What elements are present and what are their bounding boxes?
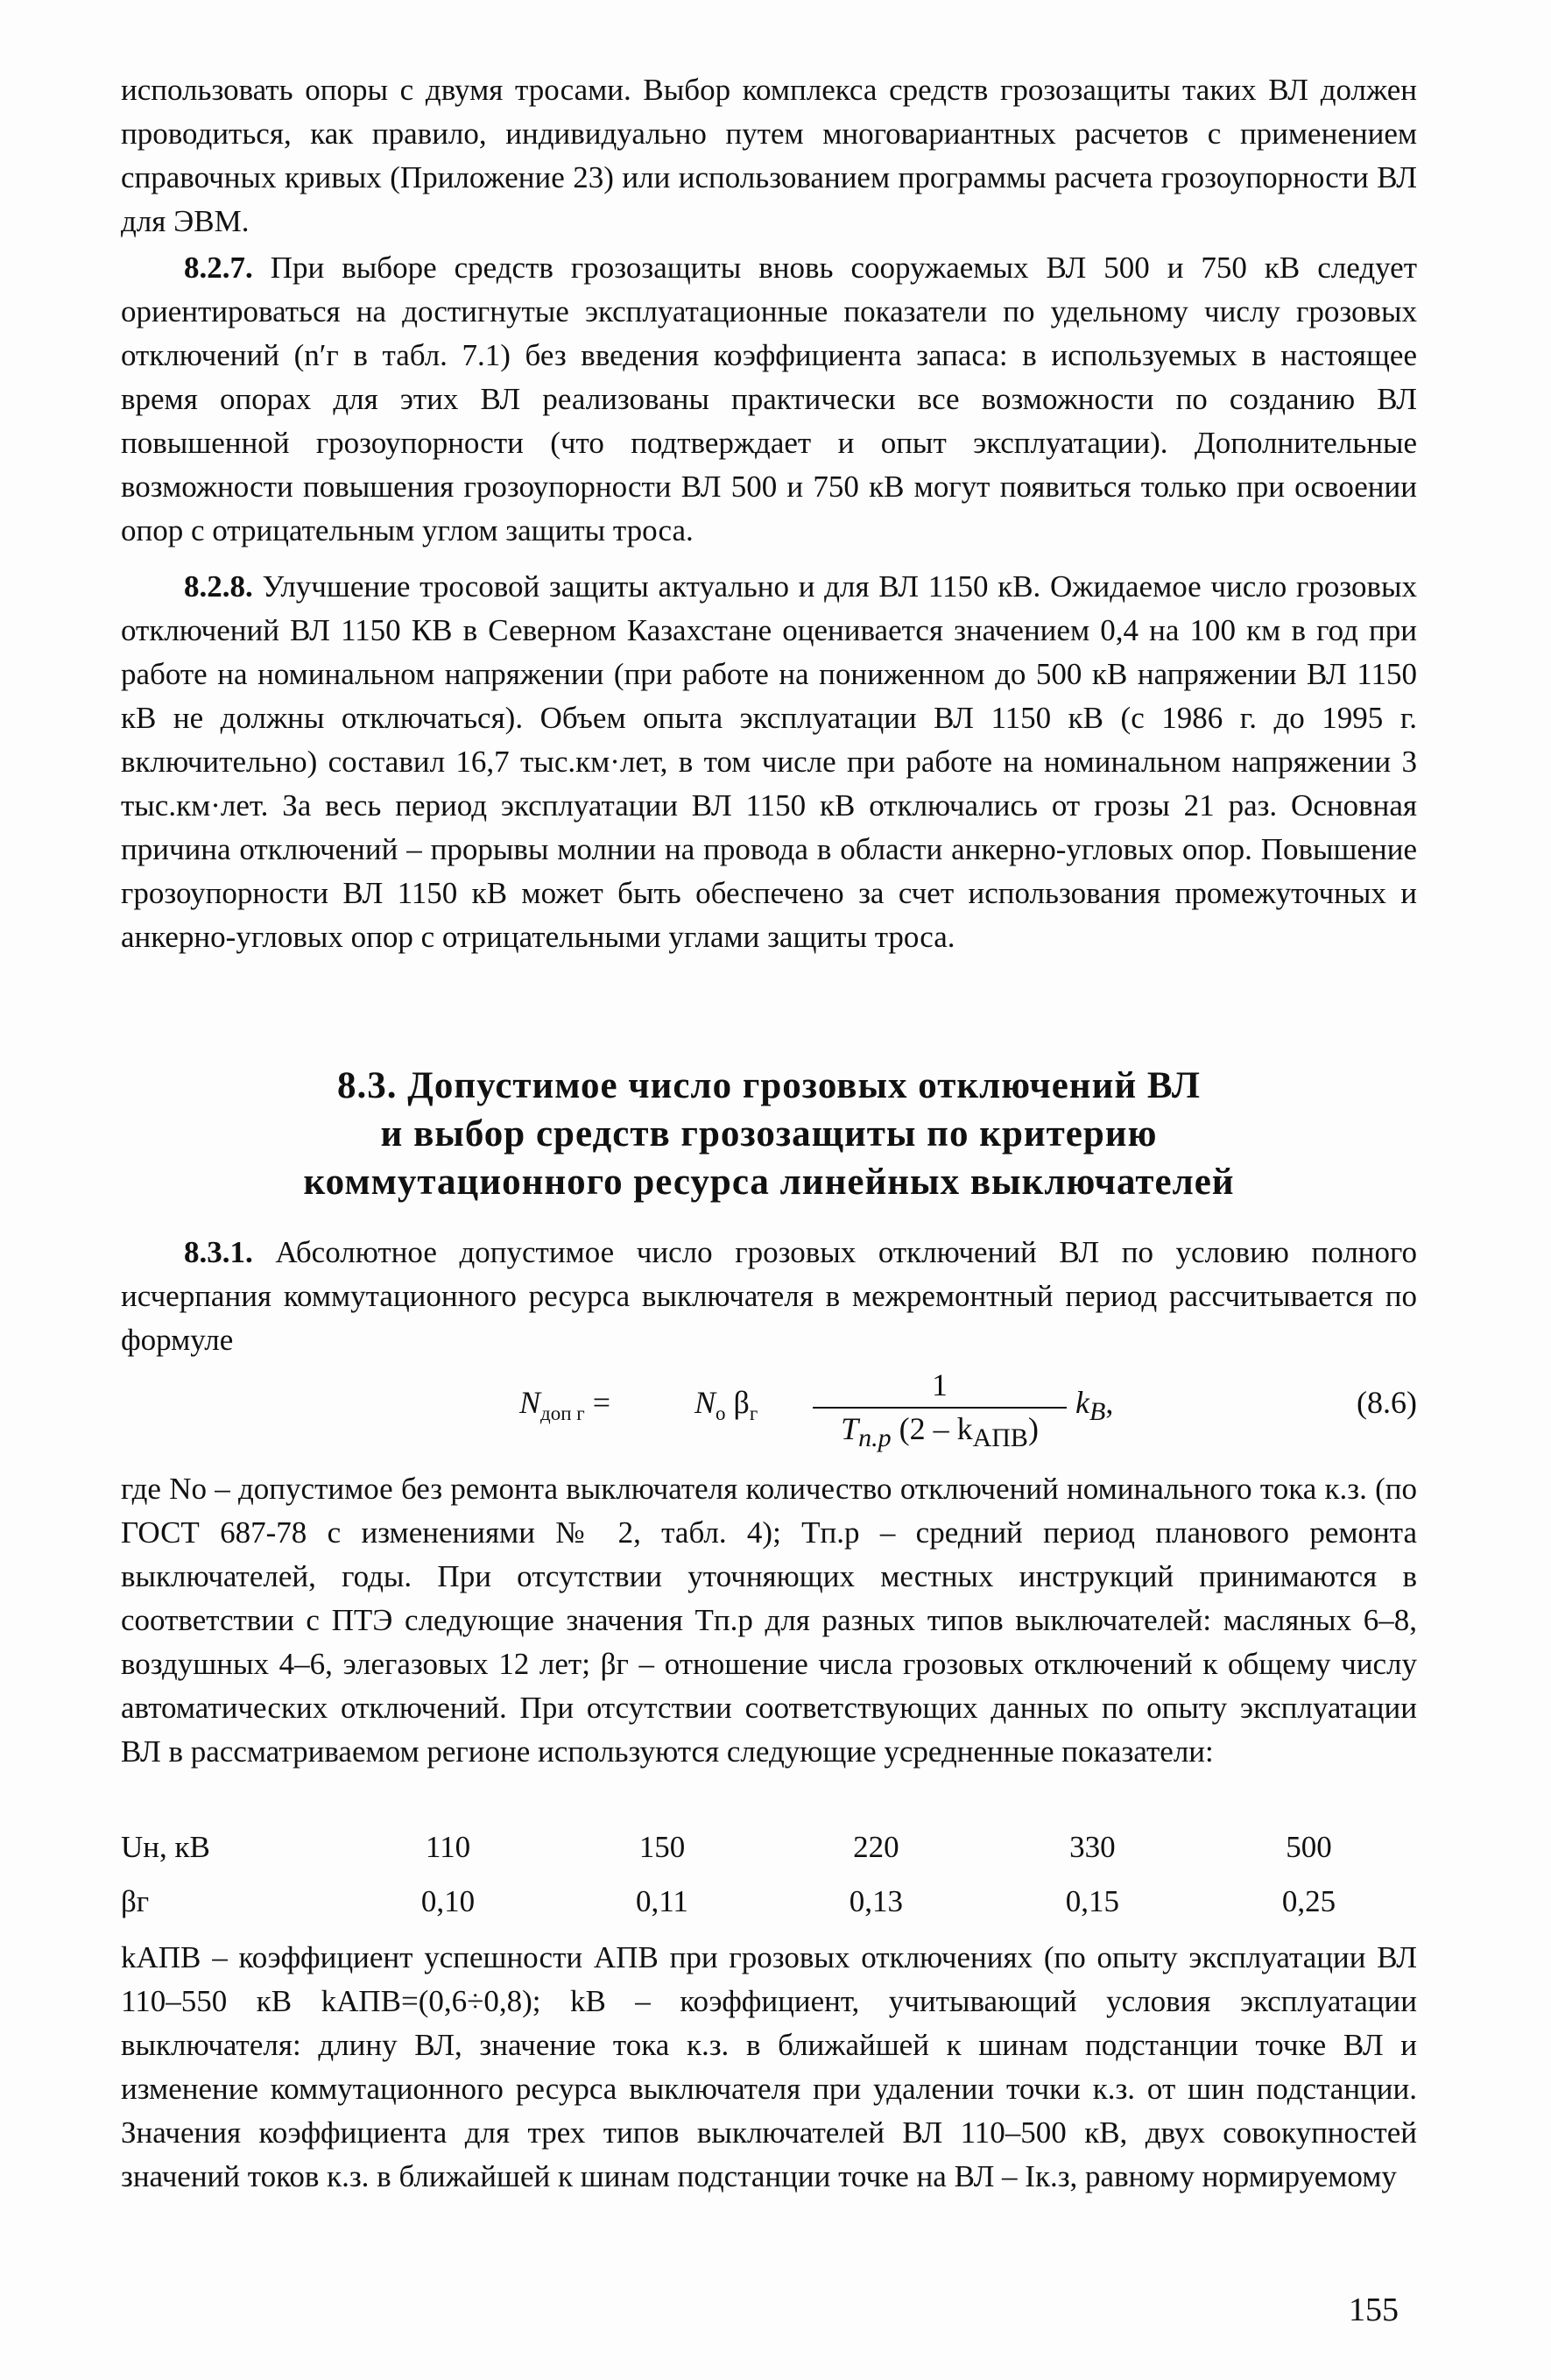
paragraph-8-2-7 — [121, 246, 1417, 553]
row-label: Uн, кВ — [121, 1830, 210, 1864]
paragraph-8-3-1 — [121, 1231, 1417, 1362]
table-cell: 0,25 — [1281, 1884, 1336, 1918]
row-label: βг — [121, 1884, 150, 1918]
table-cell: 500 — [1286, 1830, 1332, 1864]
clause-text: Улучшение тросовой защиты актуально и для ВЛ 1150 кВ. Ожидаемое число грозовых отключений ВЛ 1150 КВ в Северном Казахстане оценивается значением 0,4 на 100 км в год при работе на номинальном напряжении (при работе на пониженном до 500 кВ напряжении ВЛ 1150 кВ не должны отключаться). Объем опыта эксплуатации ВЛ 1150 кВ (с 1986 г. до 1995 г. включительно) составил 16,7 тыс.км·лет, в том числе при работе на номинальном напряжении 3 тыс.км·лет. За весь период эксплуатации ВЛ 1150 кВ отключались от грозы 21 раз. Основная причина отключений – прорывы молнии на провода в области анкерно-угловых опор. Повышение грозоупорности ВЛ 1150 кВ может быть обеспечено за счет использования промежуточных и анкерно-угловых опор с отрицательными углами защиты троса. — [121, 569, 1418, 954]
section-heading-line: и выбор средств грозозащиты по критерию — [380, 1113, 1158, 1155]
table-cell: 0,11 — [635, 1884, 688, 1918]
clause-number: 8.2.8. — [184, 569, 253, 604]
equation-number: (8.6) — [1357, 1385, 1417, 1420]
clause-text: При выборе средств грозозащиты вновь сооружаемых ВЛ 500 и 750 кВ следует ориентироваться на достигнутые эксплуатационные показатели по удельному числу грозовых отключений (n′г в табл. 7.1) без введения коэффициента запаса: в используемых в настоящее время опорах для этих ВЛ реализованы практически все возможности по созданию ВЛ повышенной грозоупорности (что подтверждает и опыт эксплуатации). Дополнительные возможности повышения грозоупорности ВЛ 500 и 750 кВ могут появиться только при освоении опор с отрицательным углом защиты троса. — [121, 251, 1418, 547]
kapv-paragraph — [121, 1936, 1417, 2199]
fraction-numerator: 1 — [813, 1367, 1067, 1409]
table-cell: 0,13 — [849, 1884, 903, 1918]
intro-paragraph — [121, 68, 1417, 244]
formula-factors: $N_о$ $\beta_г$ — [694, 1385, 758, 1425]
formula-8-6 — [121, 1367, 1417, 1463]
page-number: 155 — [1349, 2292, 1399, 2328]
section-heading-line: 8.3. Допустимое число грозовых отключений ВЛ — [337, 1065, 1201, 1106]
table-cell: 0,15 — [1065, 1884, 1120, 1918]
paragraph-8-2-8 — [121, 565, 1417, 959]
beta-table — [121, 1820, 1417, 1929]
section-heading-line: коммутационного ресурса линейных выключателей — [303, 1162, 1235, 1203]
clause-number: 8.2.7. — [184, 251, 253, 285]
beta-table-grid — [121, 1820, 1417, 1929]
table-row — [121, 1820, 1417, 1875]
formula-kb: $k_В$, — [1075, 1385, 1114, 1427]
table-cell: 110 — [425, 1830, 471, 1864]
clause-text: Абсолютное допустимое число грозовых отключений ВЛ по условию полного исчерпания коммутационного ресурса выключателя в межремонтный период рассчитывается по формуле — [121, 1235, 1417, 1357]
intro-text: использовать опоры с двумя тросами. Выбор комплекса средств грозозащиты таких ВЛ должен проводиться, как правило, индивидуально путем многовариантных расчетов с применением справочных кривых (Приложение 23) или использованием программы расчета грозоупорности ВЛ для ЭВМ. — [121, 73, 1417, 238]
table-cell: 150 — [638, 1830, 686, 1864]
formula-lhs: $N_{доп г}$ = — [519, 1385, 611, 1425]
table-cell: 220 — [853, 1830, 899, 1864]
fraction-denominator: $T_{п.р}$ $(2 - k_{АПВ})$ — [841, 1411, 1039, 1453]
where-paragraph — [121, 1467, 1417, 1774]
table-cell: 0,10 — [420, 1884, 476, 1918]
where-text: где Nо – допустимое без ремонта выключателя количество отключений номинального тока к.з. (по ГОСТ 687-78 с изменениями № 2, табл. 4); Tп.р – средний период планового ремонта выключателей, годы. При отсутствии уточняющих местных инструкций принимаются в соответствии с ПТЭ следующие значения Tп.р для разных типов выключателей: масляных 6–8, воздушных 4–6, элегазовых 12 лет; βг – отношение числа грозовых отключений к общему числу автоматических отключений. При отсутствии соответствующих данных по опыту эксплуатации ВЛ в рассматриваемом регионе используются следующие усредненные показатели: — [121, 1472, 1417, 1769]
table-cell: 330 — [1069, 1830, 1116, 1864]
section-heading — [121, 1062, 1417, 1206]
table-row — [121, 1875, 1417, 1929]
kapv-text: kАПВ – коэффициент успешности АПВ при грозовых отключениях (по опыту эксплуатации ВЛ 110–550 кВ kАПВ=(0,6÷0,8); kВ – коэффициент, учитывающий условия эксплуатации выключателя: длину ВЛ, значение тока к.з. в ближайшей к шинам подстанции точке ВЛ и изменение коммутационного ресурса выключателя при удалении точки к.з. от шин подстанции. Значения коэффициента для трех типов выключателей ВЛ 110–500 кВ, двух совокупностей значений токов к.з. в ближайшей к шинам подстанции точке на ВЛ – Iк.з, равному нормируемому — [121, 1940, 1417, 2193]
formula-fraction — [813, 1367, 1067, 1453]
clause-number: 8.3.1. — [184, 1235, 253, 1269]
